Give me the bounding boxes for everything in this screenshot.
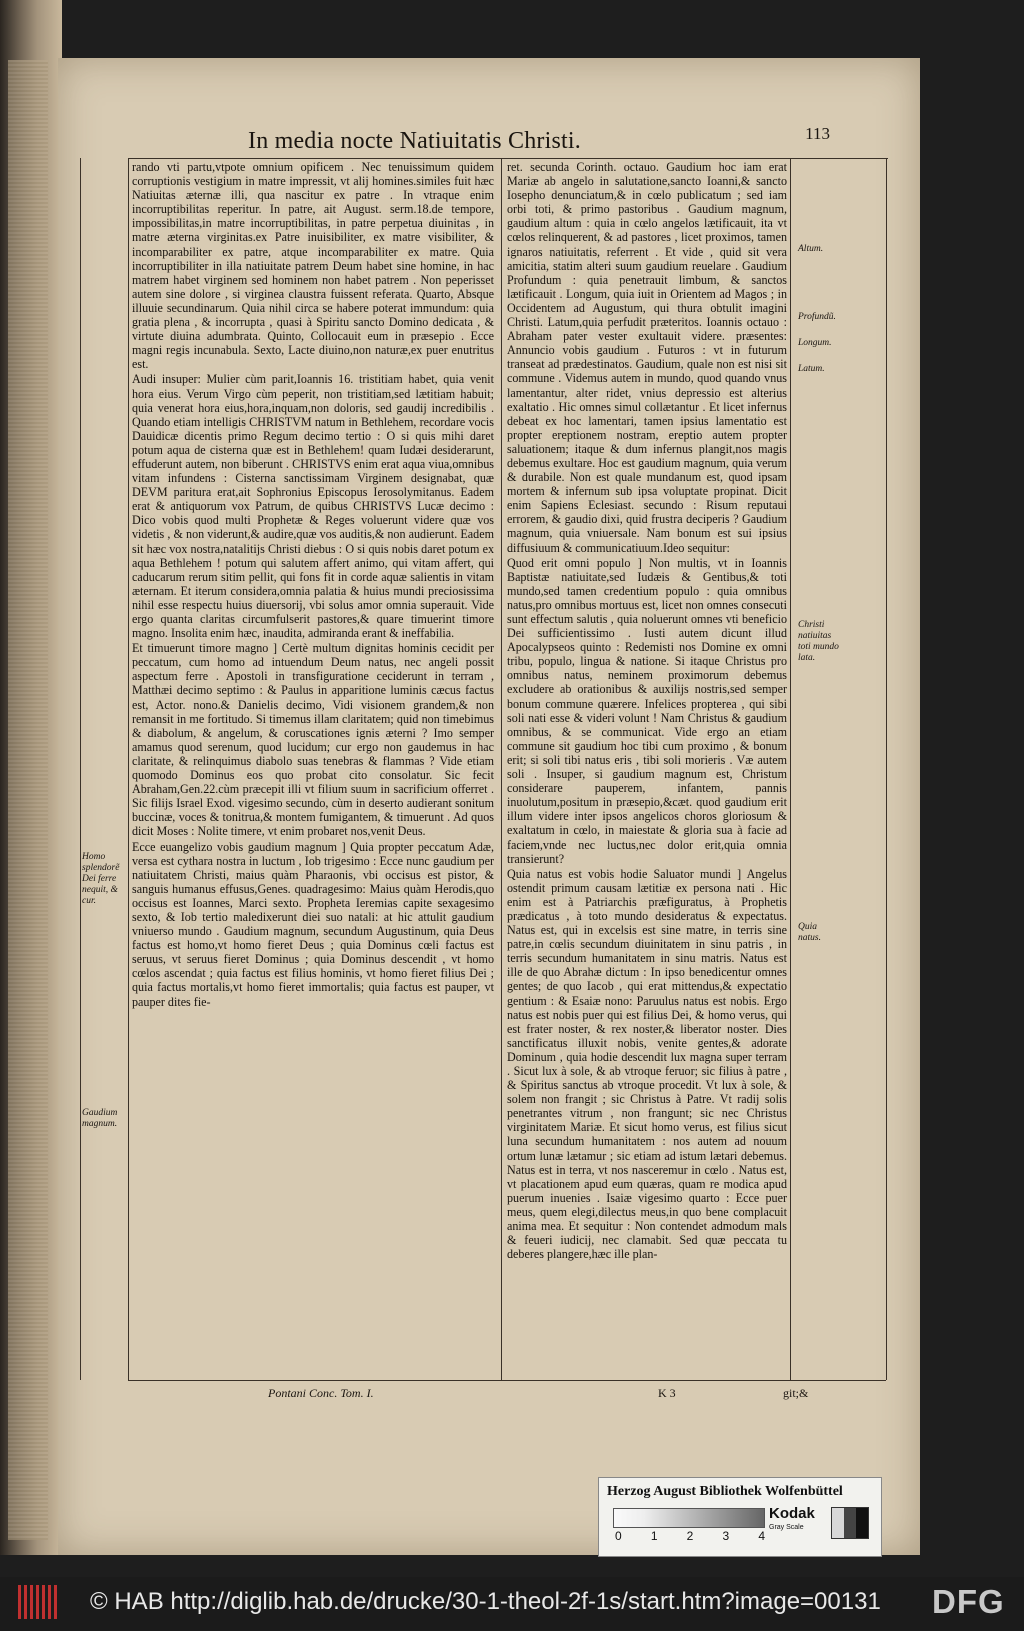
right-column: [507, 160, 787, 1372]
margin-note-left-1: Homo splendorẽ Dei ferre nequit, & cur.: [82, 852, 120, 906]
margin-note-right-6: Quia natus.: [798, 922, 821, 943]
scale-number: 0: [615, 1529, 622, 1543]
paragraph: Ecce euangelizo vobis gaudium magnum ] Quia propter peccatum Adæ, versa est cythara nostra in luctum , Iob trigesimo : Ecce nunc gaudium per natiuitatem Christi, maius quàm Pharaonis, vbi occisus est pistor, & sanguis humanus effusus,Genes. quadragesimo: Maius quàm Herodis,quo occisus est Ioannes, Marci sexto. Propheta Ieremias capite sexagesimo sexto, & Iob tertio maledixerunt diei suo natali: at hic attulit gaudium vniuerso mundo . Gaudium magnum, secundum Augustinum, quia Deus factus est homo,vt homo fieret Deus ; quia Dominus cœli factus est seruus, vt seruus fieret Dominus ; quia Dominus descendit , vt homo cœlos ascendat ; quia factus est filius hominis, vt homo fieret filius Dei ; quia factus mortalis,vt homo fieret immortalis; quia factus est pauper, vt pauper dites fie-: [132, 839, 494, 1009]
gray-swatch: [831, 1507, 869, 1539]
paragraph: ret. secunda Corinth. octauo. Gaudium hoc iam erat Mariæ ab angelo in salutatione,sancto Ioanni,& sancto Iosepho denunciatum,& in cœlo publicatum ; sed iam orbi toti, & primo pastoribus . Gaudium magnum, gaudium altum : quia in cœlo angelos lætificauit, ita vt cœlos relinquerent, & ad pastores , licet proximos, tamen ignaros natiuitatis, referrent . Et vide , quid sit vera amicitia, statim alteri suum gaudium reuelare . Gaudium Profundum : quia penetrauit limbum, & sanctos lætificauit . Longum, quia iuit in Orientem ad Magos ; in Occidentem ad Augustum, qui thura obtulit imagini Christi. Latum,quia perfudit præteritos. Ioannis octauo : Abraham pater vester exultauit videre. præsentes: Annuncio vobis gaudium . Futuros : vt in futurum transeat ad prædestinatos. Gaudium, quale non est nisi sit commune . Videmus autem in mundo, quod quando vnus lamentantur, alter ridet, vnius depressio est alterius exaltatio . Hic omnes simul collætantur . Et licet infernus debeat ex hoc lamentari, tamen ipsius lamentatio est propter ereptionem nostram, ereptio autem propter saluationem; itaque & dum infernus plangit,nos magis debemus exultare. Hoc est gaudium magnum, quia verum & durabile. Non est quale mundanum est, quod ipsam mortem & infernum sub ipsa voluptate propinat. Dicit enim Sapiens Eclesiast. secundo : Risum reputaui errorem, & gaudio dixi, quid frustra deciperis ? Gaudium magnum, quia vniuersale. Nam bonum est sui ipsius diffusiuum & communicatiuum.Ideo sequitur:: [507, 160, 787, 555]
catchword: git;&: [783, 1386, 809, 1400]
text-frame-bottom: [128, 1380, 886, 1381]
scale-number: 4: [758, 1529, 765, 1543]
text-frame-right: [886, 158, 887, 1380]
source-url[interactable]: © HAB http://diglib.hab.de/drucke/30-1-theol-2f-1s/start.htm?image=00131: [90, 1588, 881, 1615]
paragraph: rando vti partu,vtpote omnium opificem . Nec tenuissimum quidem corruptionis vestigium in matre impressit, vt alij homines.similes fuit hæc Natiuitas æternæ illi, qua nascitur ex patre . In vtraque enim incorruptibilitas reperitur. In patre, ait August. serm.18.de tempore, impossibilitas,in matre incorruptibilitas, in patre perpetua diuinitas , in matre æterna virginitas.ex Patre inuisibiliter, ex matre visibiliter, & incomparabiliter ex patre, atque incomparabiliter ex matre. Quia incorruptibiliter in illa natiuitate patrem Deum habet sine homine, in hac matrem habet virginem sed hominem non habet patrem . Non peperisset autem sine dolore , si virginea claustra fuissent referata. Quarto, Absque illuuie secundinarum. Quia nihil circa se habere poterat immundum: quia gratia plena , & incorrupta , quasi à Spiritu sancto Domino dedicata , & virtute diuina adumbrata. Quinto, Collocauit eum in præsepio . Ecce magni regis incunabula. Sexto, Lacte diuino,non naturæ,ex puer enutritus est.: [132, 160, 494, 372]
kodak-gray-scale: [613, 1505, 873, 1551]
footer-bar: [0, 1577, 1024, 1631]
scale-number: 2: [686, 1529, 694, 1543]
kodak-logo: Kodak: [769, 1505, 815, 1522]
scale-number: 3: [722, 1529, 730, 1543]
gray-scale-bar: [613, 1508, 765, 1528]
margin-note-right-2: Profundũ.: [798, 312, 836, 322]
margin-rule-left: [80, 158, 81, 1380]
page-title: In media nocte Natiuitatis Christi.: [248, 128, 581, 154]
margin-note-right-5: Christi natiuitas toti mundo lata.: [798, 620, 839, 663]
hab-logo-icon: [18, 1585, 58, 1619]
paragraph: Audi insuper: Mulier cùm parit,Ioannis 16. tristitiam habet, quia venit hora eius. Verum Virgo cùm peperit, non tristitiam,sed lætitiam habuit; quia venerat hora eius,hora,inquam,non doloris, sed gaudij incredibilis . Quando etiam intelligis CHRISTVM natum in Bethlehem, recordare vocis Dauidicæ dicentis primo Regum decimo tertio : O si quis mihi daret potum aqua de cisterna quæ est in Bethlehem! quam Iudæi desiderarunt, effuderunt autem, non biberunt . CHRISTVS enim erat aqua viua,omnibus vitam infundens : Cisterna sanctissimam Virginem designabat, quæ DEVM paritura erat,ait Sophronius Episcopus Ierosolymitanus. Eadem erat & antiquorum vox Patrum, de quibus CHRISTVS Lucæ decimo : Dico vobis quod multi Prophetæ & Reges voluerunt videre quæ vos videtis , & non viderunt,& audire,quæ vos auditis,& non audierunt. Eadem sit hæc vox nostra,natalitijs Christi diebus : O si quis nobis daret potum ex aqua Bethlehem ! potum qui salutem affert animo, qui vitam affert, qui caducarum rerum sitim pellit, qui fons fit in corde aquæ salientis in vitam æternam. Et iterum considera,omnia palatia & huius mundi preciosissima nihil esse respectu huius diuersorij, vbi solus amor omnia superauit. Vide ergo quanta claritas circumfulserit pastores,& quare timuerint timore magno. Insolita enim hæc, inaudita, admiranda erant & ineffabilia.: [132, 372, 494, 641]
dfg-logo: DFG: [932, 1583, 1005, 1620]
scanned-page: [58, 58, 920, 1555]
page-number: 113: [805, 124, 830, 143]
margin-note-right-1: Altum.: [798, 244, 824, 254]
binding-texture: [8, 60, 48, 1540]
facing-page-edge: [0, 0, 62, 1555]
margin-note-left-2: Gaudium magnum.: [82, 1108, 118, 1129]
text-frame-middle: [501, 158, 502, 1380]
library-label: [598, 1477, 882, 1557]
text-frame-left: [128, 158, 129, 1380]
scale-number: 1: [650, 1529, 658, 1543]
left-column: [132, 160, 494, 1372]
running-header: [128, 124, 888, 159]
paragraph: Quod erit omni populo ] Non multis, vt in Ioannis Baptistæ natiuitate,sed Iudæis & Gentibus,& toti mundo,sed tamen credentium populo : quia omnibus natus,pro omnibus mortuus est, licet non omnes consecuti sunt effectum salutis , quia noluerunt omnes vti beneficio Dei sufficientissimo . Iusti autem dicunt illud Apocalypseos quinto : Redemisti nos Domine ex omni tribu, populo, lingua & natione. Si itaque Christus pro omnibus natus, neminem proximorum debemus excludere ab orationibus & auxilijs nostris,sed semper bonum commune quærere. Infelices propterea , qui sibi soli nati esse & videri volunt ! Nam Christus & gaudium omnibus, & se communicat. Vide ergo an etiam commune sit gaudium hoc tibi cum proximo , & bonum erit; si soli tibi natus eris , tibi soli morieris . Væ autem soli . Insuper, si gaudium magnum est, Christum considerare pauperem, infantem, pannis inuolutum,positum in præsepio,&cæt. quod gaudium erit illum videre inter ipsos angelicos choros gloriosum & exaltatum in cœlo, in maiestate & gloria sua à facie ad faciem,vnde nec luctus,nec dolor erit,quia omnia transierunt?: [507, 555, 787, 866]
margin-note-right-3: Longum.: [798, 338, 832, 348]
signature-line: Pontani Conc. Tom. I.: [268, 1386, 374, 1400]
sheet-signature: K 3: [658, 1386, 676, 1400]
margin-note-right-4: Latum.: [798, 364, 825, 374]
gray-scale-label: Gray Scale: [769, 1524, 804, 1531]
library-name: Herzog August Bibliothek Wolfenbüttel: [607, 1484, 843, 1499]
paragraph: Quia natus est vobis hodie Saluator mundi ] Angelus ostendit primum causam lætitiæ ex persona nati . Hic enim est à Patriarchis præfiguratus, à Prophetis prædicatus , à toto mundo desideratus & expectatus. Natus est, qui in excelsis est sine matre, in terris sine patre,in cœlis secundum diuinitatem in sinu patris , in terris secundum humanitatem in sinu matris. Natus est ille de quo Abrahæ dictum : In ipso benedicentur omnes gentes; de quo Iacob , qui erat mittendus,& expectatio gentium : & Esaiæ nono: Paruulus natus est nobis. Ergo natus est nobis puer qui est filius Dei, & homo verus, qui est frater noster, & rex noster,& liberator noster. Dies sanctificatus illuxit nobis, venite gentes,& adorate Dominum , quia hodie descendit lux magna super terram . Sicut lux à sole, & ab vtroque feruor; sic filius à patre , & Spiritus sanctus ab vtroque procedit. Vt lux à sole, & solem non frangit ; sic Christus à Patre. Vt radij solis penetrantes vitrum , non frangunt; sic nec Christus virginitatem Mariæ. Et sicut homo verus, est filius sicut luna secundum humanitatem : nos autem ad nouum ortum lunæ lætamur ; sic etiam ad istum lætari debemus. Natus est in terra, vt nos nasceremur in cœlo . Natus est, vt placationem apud eum quæras, quam re modica apud puerum inuenies . Isaiæ vigesimo quarto : Ecce puer meus, quem elegi,dilectus meus,in quo bene complacuit anima mea. Et sequitur : Non contendet admodum mals & feueri iudicij, nec clamabit. Sed quæ peccata tu deberes plangere,hæc ille plan-: [507, 866, 787, 1262]
scale-numbers: [615, 1529, 765, 1543]
page-content: [82, 124, 888, 1400]
paragraph: Et timuerunt timore magno ] Certè multum dignitas hominis cecidit per peccatum, cum homo ad intuendum Deum natus, nec angeli possit aspectum ferre . Apostoli in transfiguratione ceciderunt in terram , Matthæi decimo septimo : & Paulus in apparitione luminis cæcus factus est, Actor. nono.& Danielis decimo, Vidi visionem grandem,& non remansit in me fortitudo. Si timemus illam claritatem; quid non timebimus & diabolum, & angelum, & coruscationes ignis æterni ? Imo semper amamus quod serenum, quod lucidum; cur ergo non gaudemus in hac claritate, & relinquimus diabolo suas tenebras & flammas ? Vide etiam quomodo Dominus eos quo probat cito consolatur. Sic fecit Abraham,Gen.22.cùm præcepit illi vt filium suum in sacrificium offerret . Sic filijs Israel Exod. vigesimo secundo, cùm in deserto audierant sonitum buccinæ, voces & tonitrua,& montem fumigantem, & timuerunt . Ad quos dicit Moses : Nolite timere, vt enim probaret nos,venit Deus.: [132, 641, 494, 839]
margin-rule-right: [790, 158, 791, 1380]
